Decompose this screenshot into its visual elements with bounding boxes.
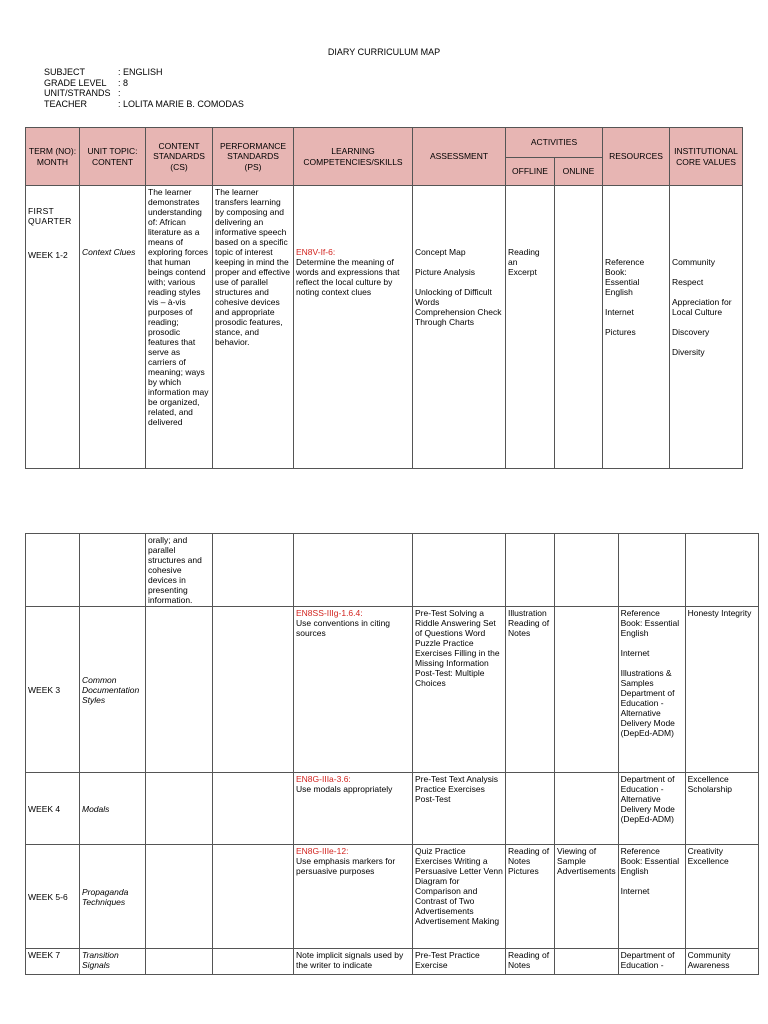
cell-empty <box>146 773 213 845</box>
cell-empty <box>213 845 294 949</box>
cell-performance-standards: The learner transfers learning by composing and delivering an informative speech based on a specific topic of interest keeping in mind the proper and effective use of parallel structures and cohesive devices and appropriate prosodic features, stance, and behavior. <box>213 186 294 469</box>
header-learning-competencies: LEARNING COMPETENCIES/SKILLS <box>294 128 413 186</box>
value-item: Community <box>672 257 715 267</box>
cell-core-values: Community Awareness <box>685 949 758 975</box>
header-assessment: ASSESSMENT <box>413 128 506 186</box>
header-term: TERM (NO): MONTH <box>26 128 80 186</box>
cell-competency <box>294 607 413 773</box>
cell-term <box>26 186 80 469</box>
assessment-item: Unlocking of Difficult Words <box>415 287 492 307</box>
header-content-standards: CONTENT STANDARDS (CS) <box>146 128 213 186</box>
table-row-week4 <box>26 773 759 845</box>
cell-online <box>555 949 619 975</box>
resource-item: Reference Book: Essential English <box>620 608 680 638</box>
value-item: Diversity <box>672 347 705 357</box>
cell-online <box>555 186 603 469</box>
assessment-item: Concept Map <box>415 247 466 257</box>
meta-row-teacher <box>44 99 244 110</box>
cell-offline <box>506 186 555 469</box>
header-resources: RESOURCES <box>603 128 670 186</box>
document-title: DIARY CURRICULUM MAP <box>327 47 441 57</box>
meta-row-unit <box>44 88 244 99</box>
week-label: WEEK 3 <box>26 607 80 773</box>
cell-offline: Illustration Reading of Notes <box>506 607 555 773</box>
cell-competency: Note implicit signals used by the writer to indicate <box>294 949 413 975</box>
topic-label: Context Clues <box>82 247 136 257</box>
cell-competency <box>294 773 413 845</box>
meta-label: UNIT/STRANDS <box>44 88 111 98</box>
cell-empty <box>685 534 758 607</box>
cell-assessment: Quiz Practice Exercises Writing a Persuasive Letter Venn Diagram for Comparison and Contrast of Two Advertisements Advertisement Making <box>413 845 506 949</box>
cell-core-values: Creativity Excellence <box>685 845 758 949</box>
cell-assessment: Pre-Test Text Analysis Practice Exercises Post-Test <box>413 773 506 845</box>
topic-label: Modals <box>80 773 146 845</box>
header-activities: ACTIVITIES <box>506 128 603 158</box>
competency-code: EN8SS-IIIg-1.6.4: <box>296 608 363 618</box>
competency-code: EN8G-IIIa-3.6: <box>296 774 351 784</box>
topic-label: Common Documentation Styles <box>80 607 146 773</box>
value-item: Appreciation for Local Culture <box>672 297 732 317</box>
competency-code: EN8G-IIIe-12: <box>296 846 349 856</box>
cell-resources: Department of Education - <box>618 949 685 975</box>
competency-text: Use conventions in citing sources <box>296 618 391 638</box>
meta-label: SUBJECT <box>44 67 86 77</box>
curriculum-table-page2 <box>25 533 759 975</box>
table-row-week56 <box>26 845 759 949</box>
cell-empty <box>213 607 294 773</box>
cell-empty <box>213 773 294 845</box>
cell-resources <box>618 607 685 773</box>
value-item: Discovery <box>672 327 710 337</box>
cell-content-standards-cont: orally; and parallel structures and cohesive devices in presenting information. <box>146 534 213 607</box>
week-label: WEEK 1-2 <box>28 250 68 260</box>
quarter-label: FIRST QUARTER <box>28 206 72 226</box>
cell-resources <box>618 845 685 949</box>
resource-item: Internet <box>620 886 650 896</box>
cell-core-values: Honesty Integrity <box>685 607 758 773</box>
week-label: WEEK 7 <box>26 949 80 975</box>
resource-item: Reference Book: Essential English <box>605 257 645 297</box>
header-core-values: INSTITUTIONAL CORE VALUES <box>670 128 743 186</box>
assessment-item: Picture Analysis <box>415 267 475 277</box>
header-online: ONLINE <box>555 158 603 186</box>
cell-resources <box>603 186 670 469</box>
competency-text: Use modals appropriately <box>296 784 393 794</box>
assessment-item: Comprehension Check Through Charts <box>415 307 502 327</box>
cell-assessment: Pre-Test Practice Exercise <box>413 949 506 975</box>
meta-label: TEACHER <box>44 98 88 109</box>
competency-code: EN8V-If-6: <box>296 247 336 257</box>
cell-empty <box>26 534 80 607</box>
cell-offline <box>506 773 555 845</box>
cell-competency <box>294 186 413 469</box>
resource-item: Reference Book: Essential English <box>620 846 680 876</box>
topic-label: Propaganda Techniques <box>80 845 146 949</box>
resource-item: Pictures <box>605 327 636 337</box>
cell-topic <box>80 186 146 469</box>
cell-empty <box>146 607 213 773</box>
cell-empty <box>555 534 619 607</box>
curriculum-table-page1 <box>25 127 743 469</box>
cell-core-values <box>670 186 743 469</box>
resource-item: Internet <box>620 648 650 658</box>
cell-assessment: Pre-Test Solving a Riddle Answering Set of Questions Word Puzzle Practice Exercises Filling in the Missing Information Post-Test: Multiple Choices <box>413 607 506 773</box>
meta-row-grade <box>44 78 244 89</box>
cell-empty <box>80 534 146 607</box>
cell-competency <box>294 845 413 949</box>
cell-content-standards: The learner demonstrates understanding of: African literature as a means of exploring forces that human beings contend with; various reading styles vis – à-vis purposes of reading; prosodic features that serve as carriers of meaning; ways by which information may be organized, related, and delivered <box>146 186 213 469</box>
meta-value: : ENGLISH <box>118 67 163 77</box>
cell-empty <box>618 534 685 607</box>
offline-text: Reading an Excerpt <box>508 247 540 277</box>
meta-row-subject <box>44 67 244 78</box>
cell-online <box>555 607 619 773</box>
header-offline: OFFLINE <box>506 158 555 186</box>
week-label: WEEK 4 <box>26 773 80 845</box>
meta-value: : <box>118 88 121 98</box>
cell-empty <box>146 949 213 975</box>
competency-text: Determine the meaning of words and expressions that reflect the local culture by noting context clues <box>296 257 400 297</box>
cell-empty <box>294 534 413 607</box>
header-performance-standards: PERFORMANCE STANDARDS (PS) <box>213 128 294 186</box>
header-unit-topic: UNIT TOPIC: CONTENT <box>80 128 146 186</box>
meta-label: GRADE LEVEL <box>44 77 107 88</box>
meta-value: : 8 <box>118 77 129 88</box>
cell-offline: Reading of Notes <box>506 949 555 975</box>
resource-item: Illustrations & Samples Department of Education - Alternative Delivery Mode (DepEd-ADM) <box>620 668 675 738</box>
week-label: WEEK 5-6 <box>26 845 80 949</box>
cell-online: Viewing of Sample Advertisements <box>555 845 619 949</box>
cell-online <box>555 773 619 845</box>
table-row-week3 <box>26 607 759 773</box>
cell-empty <box>213 949 294 975</box>
cell-offline: Reading of Notes Pictures <box>506 845 555 949</box>
cell-empty <box>146 845 213 949</box>
competency-text: Use emphasis markers for persuasive purposes <box>296 856 396 876</box>
cell-empty <box>413 534 506 607</box>
table-row-week7 <box>26 949 759 975</box>
cell-empty <box>506 534 555 607</box>
cell-empty <box>213 534 294 607</box>
resource-item: Internet <box>605 307 634 317</box>
cell-core-values: Excellence Scholarship <box>685 773 758 845</box>
topic-label: Transition Signals <box>80 949 146 975</box>
document-meta <box>44 67 244 109</box>
meta-value: : LOLITA MARIE B. COMODAS <box>118 98 244 109</box>
cell-resources: Department of Education - Alternative Delivery Mode (DepEd-ADM) <box>618 773 685 845</box>
value-item: Respect <box>672 277 704 287</box>
cell-assessment <box>413 186 506 469</box>
